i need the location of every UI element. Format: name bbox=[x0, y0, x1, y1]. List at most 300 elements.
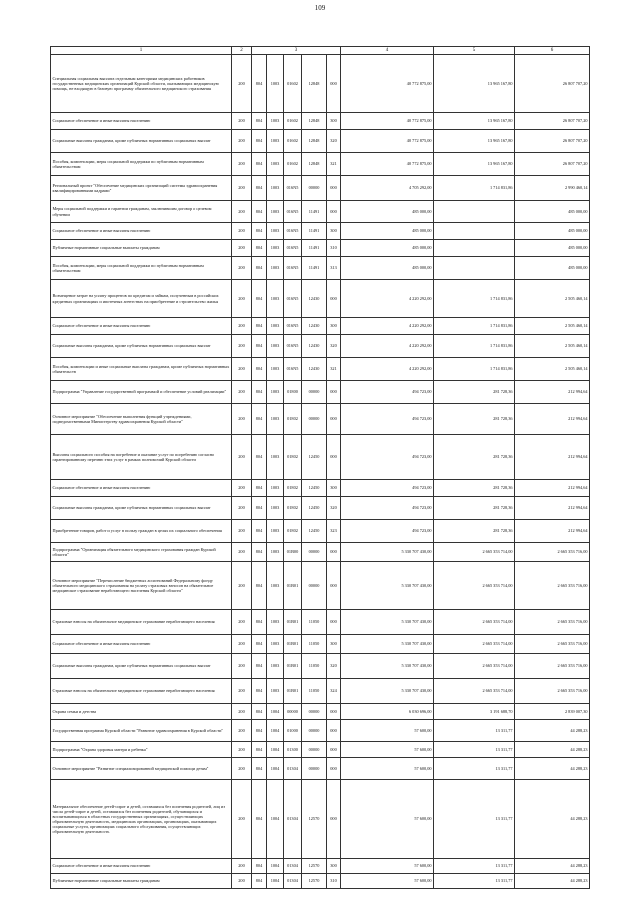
amount-cell: 44 288,23 bbox=[515, 720, 590, 742]
code-cell: 00000 bbox=[302, 543, 327, 562]
code-cell: 200 bbox=[232, 480, 252, 497]
code-cell: 1003 bbox=[267, 176, 284, 201]
amount-cell: 1 714 831,86 bbox=[434, 176, 515, 201]
code-cell: 000 bbox=[327, 543, 341, 562]
code-cell: 804 bbox=[252, 497, 267, 520]
code-cell: 200 bbox=[232, 335, 252, 358]
amount-cell: 1 714 831,86 bbox=[434, 318, 515, 335]
code-cell: 200 bbox=[232, 381, 252, 404]
amount-cell: 1 714 831,86 bbox=[434, 280, 515, 318]
table-row bbox=[51, 113, 590, 130]
table-row bbox=[51, 610, 590, 635]
amount-cell: 2 665 353 714,00 bbox=[434, 654, 515, 679]
code-cell: 12450 bbox=[302, 497, 327, 520]
code-cell: 200 bbox=[232, 720, 252, 742]
code-cell: 01602 bbox=[284, 113, 302, 130]
code-cell: 804 bbox=[252, 318, 267, 335]
budget-table bbox=[50, 46, 590, 889]
amount-cell: 485 000,00 bbox=[341, 201, 434, 223]
code-cell: 00000 bbox=[302, 562, 327, 610]
amount-cell: 281 728,36 bbox=[434, 381, 515, 404]
page-number: 109 bbox=[314, 4, 326, 12]
code-cell: 1003 bbox=[267, 280, 284, 318]
code-cell: 320 bbox=[327, 130, 341, 153]
code-cell: 1003 bbox=[267, 435, 284, 480]
table-row bbox=[51, 654, 590, 679]
code-cell: 12570 bbox=[302, 874, 327, 889]
code-cell: 200 bbox=[232, 201, 252, 223]
table-row bbox=[51, 335, 590, 358]
code-cell: 804 bbox=[252, 704, 267, 720]
amount-cell: 2 839 007,30 bbox=[515, 704, 590, 720]
amount-cell: 485 000,00 bbox=[515, 201, 590, 223]
table-row bbox=[51, 435, 590, 480]
code-cell: 01B01 bbox=[284, 679, 302, 704]
code-cell: 310 bbox=[327, 240, 341, 257]
code-cell: 000 bbox=[327, 55, 341, 113]
code-cell: 321 bbox=[327, 153, 341, 176]
code-cell: 000 bbox=[327, 435, 341, 480]
amount-cell: 26 807 707,20 bbox=[515, 130, 590, 153]
amount-cell: 57 600,00 bbox=[341, 742, 434, 758]
code-cell: 000 bbox=[327, 780, 341, 859]
amount-cell: 57 600,00 bbox=[341, 859, 434, 874]
code-cell: 804 bbox=[252, 113, 267, 130]
code-cell: 804 bbox=[252, 635, 267, 654]
code-cell: 1003 bbox=[267, 520, 284, 543]
code-cell: 1003 bbox=[267, 257, 284, 280]
amount-cell: 485 000,00 bbox=[515, 240, 590, 257]
code-cell: 12848 bbox=[302, 153, 327, 176]
code-cell: 321 bbox=[327, 358, 341, 381]
amount-cell: 44 288,23 bbox=[515, 859, 590, 874]
table-row bbox=[51, 480, 590, 497]
amount-cell: 494 723,00 bbox=[341, 404, 434, 435]
row-name-cell: Социальное обеспечение и иные выплаты населению bbox=[51, 480, 232, 497]
row-name-cell: Подпрограмма "Охрана здоровья матери и ребенка" bbox=[51, 742, 232, 758]
table-row bbox=[51, 201, 590, 223]
amount-cell: 4 220 292,00 bbox=[341, 335, 434, 358]
code-cell: 804 bbox=[252, 679, 267, 704]
code-cell: 1004 bbox=[267, 874, 284, 889]
table-row bbox=[51, 176, 590, 201]
code-cell: 016N5 bbox=[284, 358, 302, 381]
code-cell: 200 bbox=[232, 55, 252, 113]
code-cell: 12430 bbox=[302, 335, 327, 358]
code-cell: 000 bbox=[327, 610, 341, 635]
code-cell: 1004 bbox=[267, 704, 284, 720]
amount-cell: 485 000,00 bbox=[341, 223, 434, 240]
row-name-cell: Специальная социальная выплата отдельным категориям медицинских работников государственных медицинских организаций Курской области, оказывающих медицинскую помощь, не входящую в базовую программу обязательного медицинского страхования bbox=[51, 55, 232, 113]
header-cell: 1 bbox=[51, 47, 232, 55]
row-name-cell: Основное мероприятие "Развитие специализированной медицинской помощи детям" bbox=[51, 758, 232, 780]
code-cell: 804 bbox=[252, 859, 267, 874]
code-cell: 200 bbox=[232, 543, 252, 562]
code-cell: 1003 bbox=[267, 543, 284, 562]
code-cell: 1003 bbox=[267, 318, 284, 335]
code-cell: 11491 bbox=[302, 240, 327, 257]
amount-cell: 40 772 875,00 bbox=[341, 153, 434, 176]
code-cell: 804 bbox=[252, 543, 267, 562]
table-row bbox=[51, 497, 590, 520]
code-cell: 1003 bbox=[267, 404, 284, 435]
amount-cell: 494 723,00 bbox=[341, 520, 434, 543]
code-cell: 200 bbox=[232, 562, 252, 610]
amount-cell: 44 288,23 bbox=[515, 758, 590, 780]
header-cell: 3 bbox=[252, 47, 341, 55]
amount-cell: 2 505 460,14 bbox=[515, 358, 590, 381]
code-cell: 12430 bbox=[302, 280, 327, 318]
code-cell: 200 bbox=[232, 742, 252, 758]
code-cell: 11491 bbox=[302, 201, 327, 223]
code-cell: 200 bbox=[232, 679, 252, 704]
code-cell: 1003 bbox=[267, 480, 284, 497]
amount-cell: 13 965 167,80 bbox=[434, 55, 515, 113]
amount-cell: 40 772 875,00 bbox=[341, 130, 434, 153]
amount-cell: 1 714 831,86 bbox=[434, 358, 515, 381]
row-name-cell: Социальные выплаты гражданам, кроме публичных нормативных социальных выплат bbox=[51, 335, 232, 358]
code-cell: 1003 bbox=[267, 240, 284, 257]
code-cell: 300 bbox=[327, 635, 341, 654]
table-row bbox=[51, 240, 590, 257]
code-cell: 000 bbox=[327, 720, 341, 742]
code-cell: 01602 bbox=[284, 130, 302, 153]
code-cell: 1003 bbox=[267, 113, 284, 130]
amount-cell: 485 000,00 bbox=[341, 257, 434, 280]
row-name-cell: Социальное обеспечение и иные выплаты населению bbox=[51, 223, 232, 240]
amount-cell: 57 600,00 bbox=[341, 780, 434, 859]
code-cell: 1003 bbox=[267, 55, 284, 113]
amount-cell: 212 994,64 bbox=[515, 404, 590, 435]
code-cell: 200 bbox=[232, 257, 252, 280]
code-cell: 300 bbox=[327, 223, 341, 240]
code-cell: 200 bbox=[232, 635, 252, 654]
row-name-cell: Публичные нормативные социальные выплаты гражданам bbox=[51, 240, 232, 257]
code-cell: 804 bbox=[252, 404, 267, 435]
table-row bbox=[51, 223, 590, 240]
code-cell: 01B01 bbox=[284, 635, 302, 654]
amount-cell: 40 772 875,00 bbox=[341, 113, 434, 130]
code-cell: 804 bbox=[252, 758, 267, 780]
code-cell: 1003 bbox=[267, 610, 284, 635]
amount-cell: 13 311,77 bbox=[434, 758, 515, 780]
code-cell: 200 bbox=[232, 780, 252, 859]
code-cell: 1003 bbox=[267, 497, 284, 520]
code-cell: 1003 bbox=[267, 381, 284, 404]
code-cell: 1003 bbox=[267, 679, 284, 704]
code-cell: 00000 bbox=[302, 404, 327, 435]
amount-cell: 3 191 688,70 bbox=[434, 704, 515, 720]
row-name-cell: Возмещение затрат на уплату процентов по кредитам и займам, полученным в российских кредитных организациях и ипотечных агентствах на приобретение и строительство жилья bbox=[51, 280, 232, 318]
row-name-cell: Социальное обеспечение и иные выплаты населению bbox=[51, 113, 232, 130]
code-cell: 00000 bbox=[302, 704, 327, 720]
code-cell: 01602 bbox=[284, 55, 302, 113]
code-cell: 11491 bbox=[302, 223, 327, 240]
code-cell: 01802 bbox=[284, 520, 302, 543]
code-cell: 11050 bbox=[302, 679, 327, 704]
amount-cell: 13 311,77 bbox=[434, 780, 515, 859]
code-cell: 12450 bbox=[302, 520, 327, 543]
code-cell: 804 bbox=[252, 130, 267, 153]
row-name-cell: Страховые взносы на обязательное медицинское страхование неработающего населения bbox=[51, 679, 232, 704]
code-cell: 01304 bbox=[284, 874, 302, 889]
amount-cell: 494 723,00 bbox=[341, 497, 434, 520]
code-cell: 200 bbox=[232, 610, 252, 635]
amount-cell: 212 994,64 bbox=[515, 480, 590, 497]
amount-cell: 2 990 460,14 bbox=[515, 176, 590, 201]
code-cell: 804 bbox=[252, 610, 267, 635]
code-cell: 804 bbox=[252, 520, 267, 543]
amount-cell: 57 600,00 bbox=[341, 720, 434, 742]
code-cell: 320 bbox=[327, 335, 341, 358]
code-cell: 000 bbox=[327, 404, 341, 435]
code-cell: 01304 bbox=[284, 758, 302, 780]
code-cell: 000 bbox=[327, 280, 341, 318]
amount-cell: 2 665 353 714,00 bbox=[434, 635, 515, 654]
code-cell: 00000 bbox=[302, 176, 327, 201]
amount-cell: 2 665 353 714,00 bbox=[434, 610, 515, 635]
amount-cell: 40 772 875,00 bbox=[341, 55, 434, 113]
amount-cell: 57 600,00 bbox=[341, 758, 434, 780]
code-cell: 300 bbox=[327, 318, 341, 335]
code-cell: 200 bbox=[232, 240, 252, 257]
code-cell: 000 bbox=[327, 562, 341, 610]
code-cell: 804 bbox=[252, 381, 267, 404]
amount-cell: 2 665 353 716,00 bbox=[515, 635, 590, 654]
table-row bbox=[51, 55, 590, 113]
code-cell: 200 bbox=[232, 435, 252, 480]
code-cell: 12570 bbox=[302, 780, 327, 859]
code-cell: 016N5 bbox=[284, 223, 302, 240]
code-cell: 000 bbox=[327, 704, 341, 720]
amount-cell: 44 288,23 bbox=[515, 874, 590, 889]
code-cell: 804 bbox=[252, 257, 267, 280]
code-cell: 324 bbox=[327, 679, 341, 704]
code-cell: 1004 bbox=[267, 758, 284, 780]
amount-cell bbox=[434, 257, 515, 280]
amount-cell: 281 728,36 bbox=[434, 497, 515, 520]
header-cell: 2 bbox=[232, 47, 252, 55]
table-row bbox=[51, 780, 590, 859]
code-cell: 016N5 bbox=[284, 240, 302, 257]
code-cell: 01802 bbox=[284, 404, 302, 435]
row-name-cell: Социальные выплаты гражданам, кроме публичных нормативных социальных выплат bbox=[51, 497, 232, 520]
code-cell: 01304 bbox=[284, 780, 302, 859]
code-cell: 12430 bbox=[302, 358, 327, 381]
amount-cell: 26 807 707,20 bbox=[515, 153, 590, 176]
code-cell: 01B01 bbox=[284, 654, 302, 679]
code-cell: 200 bbox=[232, 874, 252, 889]
code-cell: 323 bbox=[327, 520, 341, 543]
code-cell: 804 bbox=[252, 654, 267, 679]
code-cell: 12848 bbox=[302, 130, 327, 153]
table-row bbox=[51, 543, 590, 562]
code-cell: 000 bbox=[327, 201, 341, 223]
code-cell: 01802 bbox=[284, 435, 302, 480]
code-cell: 016N5 bbox=[284, 335, 302, 358]
code-cell: 804 bbox=[252, 780, 267, 859]
code-cell: 01602 bbox=[284, 153, 302, 176]
row-name-cell: Социальное обеспечение и иные выплаты населению bbox=[51, 318, 232, 335]
code-cell: 200 bbox=[232, 704, 252, 720]
code-cell: 000 bbox=[327, 381, 341, 404]
amount-cell: 5 330 707 430,00 bbox=[341, 654, 434, 679]
amount-cell: 13 965 167,80 bbox=[434, 113, 515, 130]
amount-cell: 281 728,36 bbox=[434, 480, 515, 497]
amount-cell: 57 600,00 bbox=[341, 874, 434, 889]
amount-cell: 2 665 353 714,00 bbox=[434, 562, 515, 610]
amount-cell: 212 994,64 bbox=[515, 520, 590, 543]
amount-cell: 4 220 292,00 bbox=[341, 358, 434, 381]
code-cell: 804 bbox=[252, 720, 267, 742]
amount-cell: 5 330 707 430,00 bbox=[341, 562, 434, 610]
table-row bbox=[51, 404, 590, 435]
table-row bbox=[51, 704, 590, 720]
code-cell: 000 bbox=[327, 742, 341, 758]
code-cell: 01800 bbox=[284, 381, 302, 404]
table-row bbox=[51, 859, 590, 874]
row-name-cell: Региональный проект "Обеспечение медицинских организаций системы здравоохранения квалифицированными кадрами" bbox=[51, 176, 232, 201]
code-cell: 200 bbox=[232, 358, 252, 381]
code-cell: 804 bbox=[252, 874, 267, 889]
amount-cell: 13 311,77 bbox=[434, 859, 515, 874]
table-row bbox=[51, 562, 590, 610]
row-name-cell: Публичные нормативные социальные выплаты гражданам bbox=[51, 874, 232, 889]
amount-cell: 281 728,36 bbox=[434, 404, 515, 435]
code-cell: 1003 bbox=[267, 153, 284, 176]
code-cell: 200 bbox=[232, 223, 252, 240]
code-cell: 310 bbox=[327, 874, 341, 889]
amount-cell bbox=[434, 201, 515, 223]
table-row bbox=[51, 720, 590, 742]
code-cell: 00000 bbox=[302, 758, 327, 780]
code-cell: 01B00 bbox=[284, 543, 302, 562]
row-name-cell: Пособия, компенсации, меры социальной поддержки по публичным нормативным обязательствам bbox=[51, 257, 232, 280]
code-cell: 12430 bbox=[302, 318, 327, 335]
code-cell: 01B01 bbox=[284, 610, 302, 635]
code-cell: 300 bbox=[327, 480, 341, 497]
code-cell: 12450 bbox=[302, 480, 327, 497]
code-cell: 804 bbox=[252, 358, 267, 381]
amount-cell bbox=[434, 223, 515, 240]
code-cell: 804 bbox=[252, 562, 267, 610]
amount-cell: 281 728,36 bbox=[434, 435, 515, 480]
row-name-cell: Социальное обеспечение и иные выплаты населению bbox=[51, 635, 232, 654]
amount-cell: 6 030 696,00 bbox=[341, 704, 434, 720]
code-cell: 804 bbox=[252, 153, 267, 176]
code-cell: 200 bbox=[232, 153, 252, 176]
code-cell: 1003 bbox=[267, 654, 284, 679]
code-cell: 12848 bbox=[302, 55, 327, 113]
amount-cell: 2 505 460,14 bbox=[515, 318, 590, 335]
amount-cell: 485 000,00 bbox=[341, 240, 434, 257]
row-name-cell: Охрана семьи и детства bbox=[51, 704, 232, 720]
amount-cell: 2 505 460,14 bbox=[515, 335, 590, 358]
code-cell: 804 bbox=[252, 55, 267, 113]
amount-cell: 1 714 831,86 bbox=[434, 335, 515, 358]
code-cell: 1003 bbox=[267, 335, 284, 358]
row-name-cell: Подпрограмма "Организация обязательного медицинского страхования граждан Курской области" bbox=[51, 543, 232, 562]
code-cell: 200 bbox=[232, 520, 252, 543]
code-cell: 1003 bbox=[267, 635, 284, 654]
code-cell: 01000 bbox=[284, 720, 302, 742]
code-cell: 200 bbox=[232, 404, 252, 435]
header-cell: 6 bbox=[515, 47, 590, 55]
code-cell: 01B01 bbox=[284, 562, 302, 610]
code-cell: 804 bbox=[252, 201, 267, 223]
code-cell: 1003 bbox=[267, 358, 284, 381]
amount-cell: 26 807 707,20 bbox=[515, 113, 590, 130]
row-name-cell: Социальное обеспечение и иные выплаты населению bbox=[51, 859, 232, 874]
code-cell: 016N5 bbox=[284, 318, 302, 335]
amount-cell: 4 220 292,00 bbox=[341, 318, 434, 335]
amount-cell: 44 288,23 bbox=[515, 742, 590, 758]
table-row bbox=[51, 318, 590, 335]
code-cell: 1003 bbox=[267, 223, 284, 240]
amount-cell: 212 994,64 bbox=[515, 497, 590, 520]
code-cell: 200 bbox=[232, 113, 252, 130]
table-row bbox=[51, 874, 590, 889]
code-cell: 200 bbox=[232, 280, 252, 318]
row-name-cell: Меры социальной поддержки и гарантии гражданам, заключившим договор о целевом обучении bbox=[51, 201, 232, 223]
amount-cell: 494 723,00 bbox=[341, 381, 434, 404]
amount-cell: 2 505 460,14 bbox=[515, 280, 590, 318]
amount-cell bbox=[434, 240, 515, 257]
amount-cell: 2 665 353 714,00 bbox=[434, 679, 515, 704]
amount-cell: 2 665 353 716,00 bbox=[515, 562, 590, 610]
row-name-cell: Страховые взносы на обязательное медицинское страхование неработающего населения bbox=[51, 610, 232, 635]
code-cell: 016N5 bbox=[284, 201, 302, 223]
code-cell: 01802 bbox=[284, 480, 302, 497]
amount-cell: 13 965 167,80 bbox=[434, 153, 515, 176]
code-cell: 200 bbox=[232, 654, 252, 679]
code-cell: 804 bbox=[252, 223, 267, 240]
row-name-cell: Социальные выплаты гражданам, кроме публичных нормативных социальных выплат bbox=[51, 130, 232, 153]
code-cell: 1003 bbox=[267, 130, 284, 153]
code-cell: 12848 bbox=[302, 113, 327, 130]
code-cell: 200 bbox=[232, 176, 252, 201]
code-cell: 804 bbox=[252, 742, 267, 758]
amount-cell: 13 311,77 bbox=[434, 742, 515, 758]
amount-cell: 2 665 353 716,00 bbox=[515, 654, 590, 679]
amount-cell: 44 288,23 bbox=[515, 780, 590, 859]
code-cell: 1004 bbox=[267, 742, 284, 758]
code-cell: 804 bbox=[252, 280, 267, 318]
code-cell: 200 bbox=[232, 130, 252, 153]
amount-cell: 2 665 353 714,00 bbox=[434, 543, 515, 562]
code-cell: 804 bbox=[252, 176, 267, 201]
code-cell: 11050 bbox=[302, 635, 327, 654]
row-name-cell: Материальное обеспечение детей-сирот и детей, оставшихся без попечения родителей, лиц из числа детей-сирот и детей, оставшихся без попечения родителей, обучающихся и воспитывающихся в областных государственных организациях, осуществляющих образовательную деятельность, медицинских организациях, организациях, оказывающих социальные услуги, организациях социального обслуживания, осуществляющих образовательную деятельность bbox=[51, 780, 232, 859]
amount-cell: 212 994,64 bbox=[515, 435, 590, 480]
code-cell: 300 bbox=[327, 113, 341, 130]
code-cell: 000 bbox=[327, 758, 341, 780]
table-row bbox=[51, 257, 590, 280]
table-row bbox=[51, 520, 590, 543]
header-cell: 4 bbox=[341, 47, 434, 55]
amount-cell: 26 807 707,20 bbox=[515, 55, 590, 113]
code-cell: 804 bbox=[252, 480, 267, 497]
code-cell: 200 bbox=[232, 859, 252, 874]
amount-cell: 5 330 707 430,00 bbox=[341, 610, 434, 635]
amount-cell: 5 330 707 430,00 bbox=[341, 543, 434, 562]
code-cell: 1004 bbox=[267, 780, 284, 859]
amount-cell: 13 311,77 bbox=[434, 874, 515, 889]
table-row bbox=[51, 280, 590, 318]
amount-cell: 13 965 167,80 bbox=[434, 130, 515, 153]
table-row bbox=[51, 635, 590, 654]
amount-cell: 494 723,00 bbox=[341, 480, 434, 497]
